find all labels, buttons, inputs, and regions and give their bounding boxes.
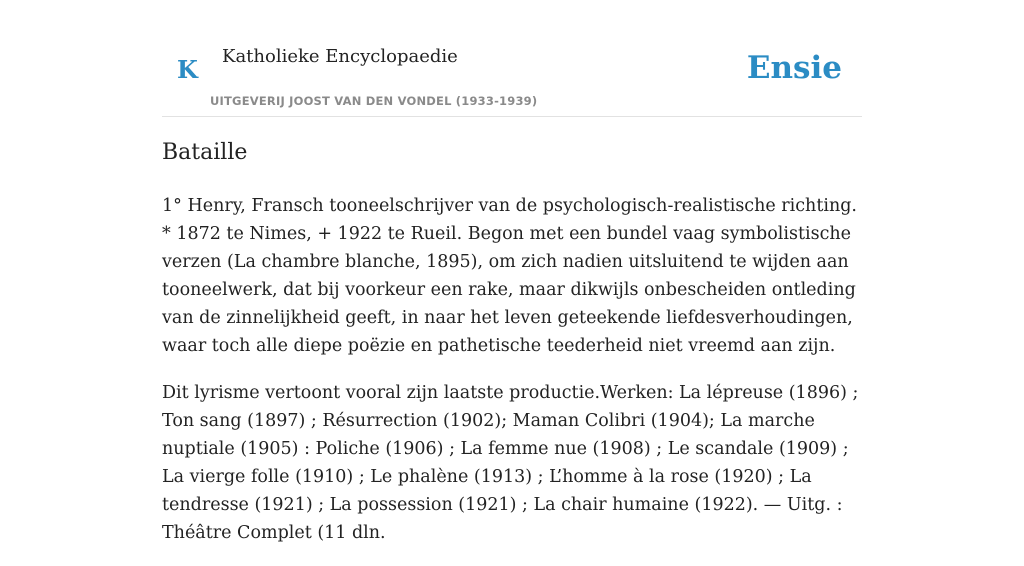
article-body [162,192,862,566]
article-paragraph: Dit lyrisme vertoont vooral zijn laatste productie.Werken: La lépreuse (1896) ; Ton sang (1897) ; Résurrection (1902); Maman Colibri (1904); La marche nuptiale (1905) : Poliche (1906) ; La femme nue (1908) ; Le scandale (1909) ; La vierge folle (1910) ; Le phalène (1913) ; L’homme à la rose (1920) ; La tendresse (1921) ; La possession (1921) ; La chair humaine (1922). — Uitg. : Théâtre Complet (11 dln. [162,383,859,543]
site-title[interactable]: Katholieke Encyclopaedie [222,46,458,67]
site-header [162,0,862,117]
article-paragraph: 1° Henry, Fransch tooneelschrijver van de psychologisch-realistische richting. * 1872 te Nimes, + 1922 te Rueil. Begon met een bundel vaag symbolistische verzen (La chambre blanche, 1895), om zich nadien uitsluitend te wijden aan tooneelwerk, dat bij voorkeur een rake, maar dikwijls onbescheiden ontleding van de zinnelijkheid geeft, in naar het leven geteekende liefdesverhoudingen, waar toch alle diepe poëzie en pathetische teederheid niet vreemd aan zijn. [162,196,857,356]
publisher-subtitle: UITGEVERIJ JOOST VAN DEN VONDEL (1933-1939) [210,94,538,108]
encyclopedia-logo[interactable]: K [177,55,198,84]
page-container [162,0,862,543]
article-title: Bataille [162,140,248,165]
ensie-brand-logo[interactable]: Ensie [746,50,842,86]
